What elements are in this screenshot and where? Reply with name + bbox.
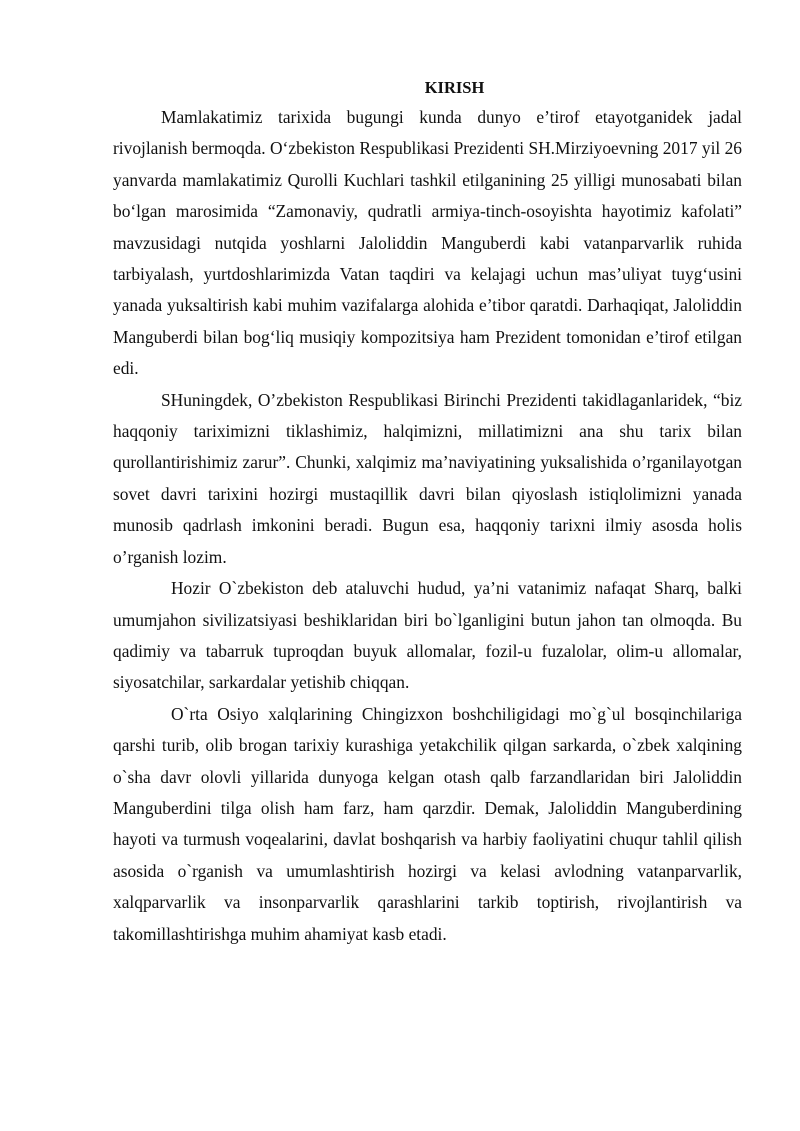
document-page [113, 74, 742, 950]
paragraph-3: Hozir O`zbekiston deb ataluvchi hudud, ya’ni vatanimiz nafaqat Sharq, balki umumjahon sivilizatsiyasi beshiklaridan biri bo`lganligini butun jahon tan olmoqda. Bu qadimiy va tabarruk tuproqdan buyuk allomalar, fozil-u fuzalolar, olim-u allomalar, siyosatchilar, sarkardalar yetishib chiqqan. [113, 578, 742, 693]
paragraph-1: Mamlakatimiz tarixida bugungi kunda dunyo e’tirof etayotganidek jadal rivojlanish bermoqda. O‘zbekiston Respublikasi Prezidenti SH.Mirziyoevning 2017 yil 26 yanvarda mamlakatimiz Qurolli Kuchlari tashkil etilganining 25 yilligi munosabati bilan bo‘lgan marosimida “Zamonaviy, qudratli armiya-tinch-osoyishta hayotimiz kafolati” mavzusidagi nutqida yoshlarni Jaloliddin Manguberdi kabi vatanparvarlik ruhida tarbiyalash, yurtdoshlarimizda Vatan taqdiri va kelajagi uchun mas’uliyat tuyg‘usini yanada yuksaltirish kabi muhim vazifalarga alohida e’tibor qaratdi. Darhaqiqat, Jaloliddin Manguberdi bilan bog‘liq musiqiy kompozitsiya ham Prezident tomonidan e’tirof etilgan edi. [113, 107, 742, 379]
paragraph-4: O`rta Osiyo xalqlarining Chingizxon boshchiligidagi mo`g`ul bosqinchilariga qarshi turib, olib brogan tarixiy kurashiga yetakchilik qilgan sarkarda, o`zbek xalqining o`sha davr olovli yillarida dunyoga kelgan otash qalb farzandlaridan biri Jaloliddin Manguberdini tilga olish ham farz, ham qarzdir. Demak, Jaloliddin Manguberdining hayoti va turmush voqealarini, davlat boshqarish va harbiy faoliyatini chuqur tahlil qilish asosida o`rganish va umumlashtirish hozirgi va kelasi avlodning vatanparvarlik, xalqparvarlik va insonparvarlik qarashlarini tarkib toptirish, rivojlantirish va takomillashtirishga muhim ahamiyat kasb etadi. [113, 703, 742, 944]
page-title: KIRISH [424, 78, 485, 97]
paragraph-2: SHuningdek, O’zbekiston Respublikasi Birinchi Prezidenti takidlaganlaridek, “biz haqqoniy tariximizni tiklashimiz, halqimizni, millatimizni ana shu tarix bilan qurollantirishimiz zarur”. Chunki, xalqimiz ma’naviyatining yuksalishida o’rganilayotgan sovet davri tarixini hozirgi mustaqillik davri bilan qiyoslash istiqlolimizni yanada munosib qadrlash imkonini beradi. Bugun esa, haqqoniy tarixni ilmiy asosda holis o’rganish lozim. [113, 389, 742, 567]
